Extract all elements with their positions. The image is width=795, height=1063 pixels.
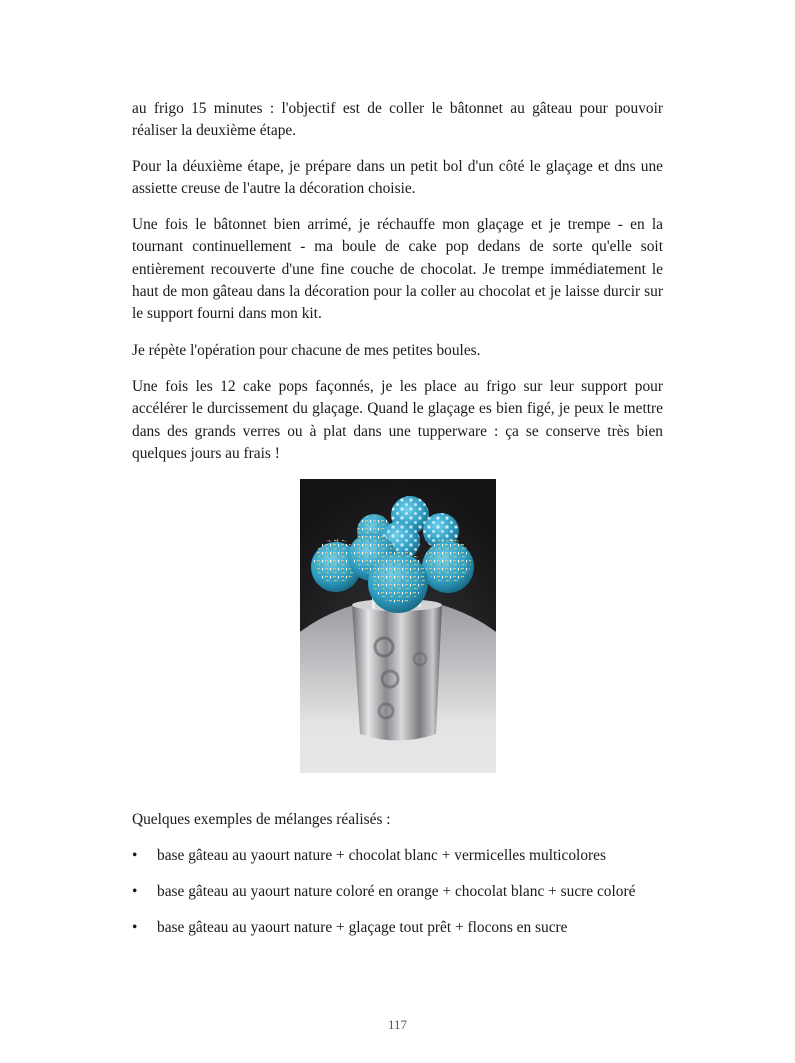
- list-item-text: base gâteau au yaourt nature coloré en orange + chocolat blanc + sucre coloré: [157, 882, 636, 900]
- paragraph-1: au frigo 15 minutes : l'objectif est de coller le bâtonnet au gâteau pour pouvoir réaliser la deuxième étape.: [132, 100, 663, 140]
- paragraph-4: Je répète l'opération pour chacune de mes petites boules.: [132, 342, 481, 359]
- cake-pops-photo: [300, 479, 496, 773]
- examples-intro: Quelques exemples de mélanges réalisés :: [132, 811, 391, 828]
- list-item-text: base gâteau au yaourt nature + glaçage tout prêt + flocons en sucre: [157, 918, 568, 936]
- list-item: [132, 845, 663, 867]
- paragraph-5: Une fois les 12 cake pops façonnés, je les place au frigo sur leur support pour accélérer le durcissement du glaçage. Quand le glaçage es bien figé, je peux le mettre dans des grands verres ou à plat dans une tupperware : ça se conserve très bien quelques jours au frais !: [132, 378, 663, 462]
- cake-pops-illustration: [300, 479, 496, 773]
- examples-list: [132, 845, 663, 952]
- paragraph-3: Une fois le bâtonnet bien arrimé, je réchauffe mon glaçage et je trempe - en la tournant continuellement - ma boule de cake pop dedans de sorte qu'elle soit entièrement recouverte d'une fine couche de chocolat. Je trempe immédiatement le haut de mon gâteau dans la décoration pour la coller au chocolat et je laisse durcir sur le support fourni dans mon kit.: [132, 216, 663, 323]
- page-number: 117: [387, 1017, 408, 1032]
- bullet-icon: •: [132, 847, 138, 864]
- list-item: [132, 881, 663, 903]
- list-item-text: base gâteau au yaourt nature + chocolat blanc + vermicelles multicolores: [157, 847, 606, 864]
- bullet-icon: •: [132, 882, 138, 900]
- paragraph-2: Pour la déuxième étape, je prépare dans un petit bol d'un côté le glaçage et dns une assiette creuse de l'autre la décoration choisie.: [132, 158, 663, 198]
- list-item: [132, 917, 663, 939]
- bullet-icon: •: [132, 918, 138, 936]
